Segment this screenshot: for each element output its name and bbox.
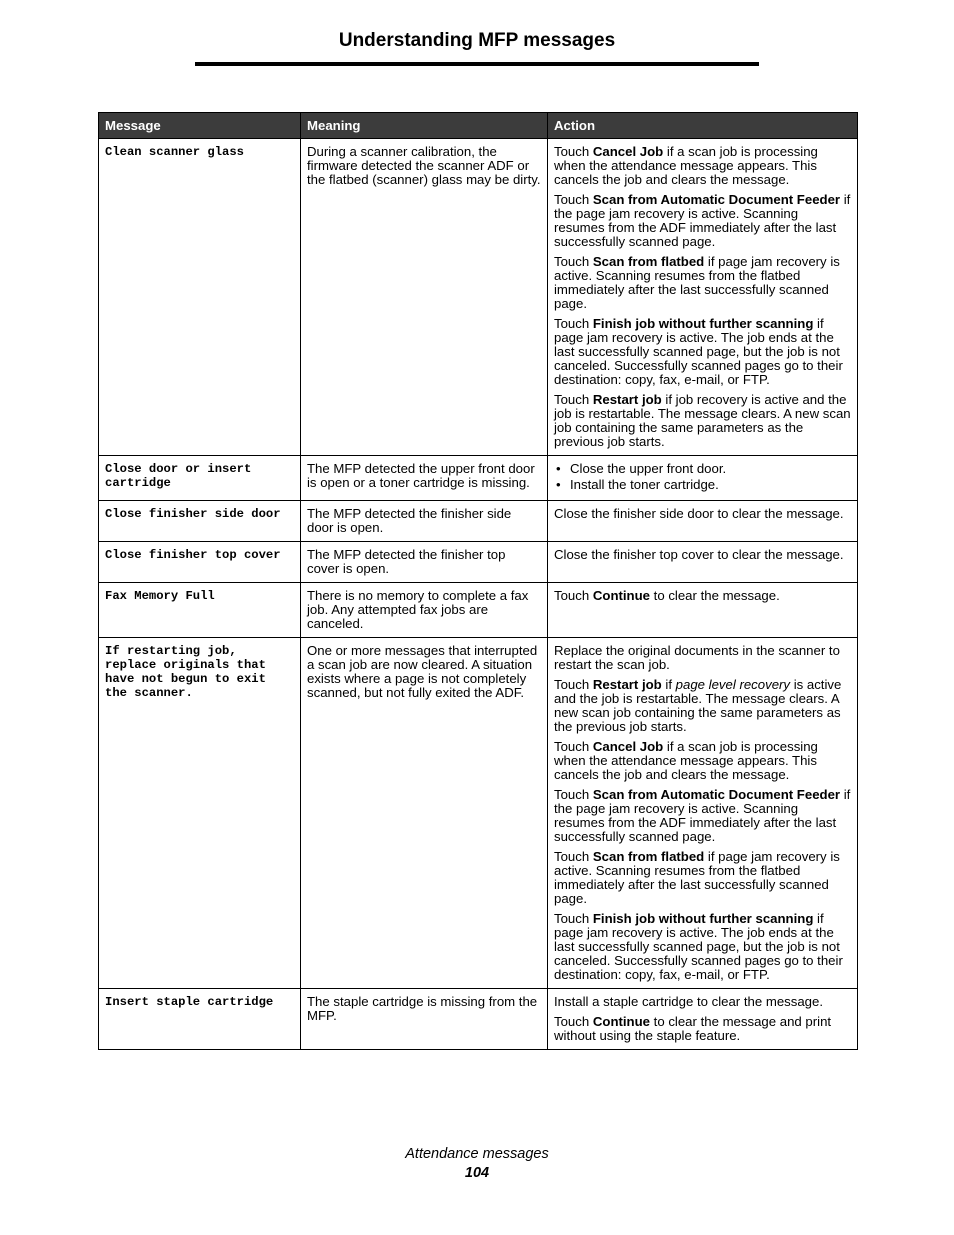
table-row — [99, 638, 858, 989]
meaning-cell: One or more messages that interrupted a scan job are now cleared. A situation exists where a page is not completely scanned, but not fully exited the ADF. — [301, 638, 548, 989]
table-row — [99, 989, 858, 1050]
action-text: to clear the message. — [650, 588, 780, 603]
footer-section-title: Attendance messages — [405, 1146, 549, 1162]
action-button-name: Cancel Job — [592, 144, 664, 159]
action-paragraph — [554, 912, 851, 982]
meaning-cell: The staple cartridge is missing from the MFP. — [301, 989, 548, 1050]
page-header-title: Understanding MFP messages — [338, 30, 616, 51]
message-cell: Close finisher top cover — [99, 542, 301, 583]
action-button-name: Continue — [592, 588, 650, 603]
action-text: Touch — [554, 316, 593, 331]
action-cell — [548, 989, 858, 1050]
action-cell — [548, 638, 858, 989]
meaning-cell: The MFP detected the upper front door is open or a toner cartridge is missing. — [301, 456, 548, 501]
action-text: Touch — [554, 911, 593, 926]
action-button-name: Finish job without further scanning — [592, 911, 814, 926]
action-button-name: Finish job without further scanning — [592, 316, 814, 331]
list-item: • Close the upper front door. — [554, 462, 851, 476]
action-text: Replace the original documents in the scanner to restart the scan job. — [554, 643, 840, 672]
action-text: Touch — [554, 192, 593, 207]
action-text: Close the finisher top cover to clear the message. — [554, 547, 844, 562]
message-cell: If restarting job, replace originals that have not begun to exit the scanner. — [99, 638, 301, 989]
table-row — [99, 456, 858, 501]
table-row — [99, 583, 858, 638]
action-text: if the page jam recovery is active. Scanning resumes from the ADF immediately after the last successfully scanned page. — [554, 787, 851, 844]
footer-page-number: 104 — [464, 1165, 490, 1181]
action-button-name: Continue — [592, 1014, 650, 1029]
action-button-name: Scan from Automatic Document Feeder — [592, 192, 841, 207]
meaning-cell: During a scanner calibration, the firmware detected the scanner ADF or the flatbed (scanner) glass may be dirty. — [301, 139, 548, 456]
action-paragraph — [554, 507, 851, 521]
action-text: if — [661, 677, 676, 692]
action-paragraph — [554, 678, 851, 734]
action-text: Touch — [554, 588, 593, 603]
table-row — [99, 542, 858, 583]
column-header-meaning: Meaning — [301, 113, 548, 139]
action-text: Touch — [554, 144, 593, 159]
action-text: is active and the job is restartable. The message clears. A new scan job containing the same parameters as the previous job starts. — [554, 677, 842, 734]
action-text: Touch — [554, 1014, 593, 1029]
table-row — [99, 501, 858, 542]
action-button-name: Scan from flatbed — [592, 849, 705, 864]
message-cell: Insert staple cartridge — [99, 989, 301, 1050]
action-cell — [548, 456, 858, 501]
action-paragraph — [554, 548, 851, 562]
action-paragraph — [554, 193, 851, 249]
table-body — [99, 139, 858, 1050]
action-paragraph — [554, 145, 851, 187]
action-button-name: Scan from Automatic Document Feeder — [592, 787, 841, 802]
action-text: if page jam recovery is active. The job ends at the last successfully scanned page, but the job is not canceled. Successfully scanned pages go to their destination: copy, fax, e-mail, or FTP. — [554, 316, 843, 387]
action-text: if a scan job is processing when the attendance message appears. This cancels the job and clears the message. — [554, 739, 818, 782]
list-item: • Install the toner cartridge. — [554, 478, 851, 492]
action-text: to clear the message and print without using the staple feature. — [554, 1014, 832, 1043]
action-text: Touch — [554, 677, 593, 692]
meaning-cell: There is no memory to complete a fax job. Any attempted fax jobs are canceled. — [301, 583, 548, 638]
action-text: if job recovery is active and the job is restartable. The message clears. A new scan job containing the same parameters as the previous job starts. — [554, 392, 851, 449]
action-paragraph — [554, 589, 851, 603]
action-paragraph — [554, 1015, 851, 1043]
action-emphasis: page level recovery — [675, 677, 791, 692]
action-text: if page jam recovery is active. Scanning resumes from the flatbed immediately after the last successfully scanned page. — [554, 849, 840, 906]
action-list — [554, 462, 851, 492]
action-text: Close the finisher side door to clear the message. — [554, 506, 844, 521]
header-rule — [195, 62, 759, 66]
action-paragraph — [554, 850, 851, 906]
action-text: Touch — [554, 254, 593, 269]
action-cell — [548, 583, 858, 638]
table-header-row — [99, 113, 858, 139]
action-button-name: Restart job — [592, 392, 662, 407]
action-button-name: Restart job — [592, 677, 662, 692]
action-paragraph — [554, 740, 851, 782]
action-paragraph — [554, 644, 851, 672]
action-cell — [548, 501, 858, 542]
action-text: if page jam recovery is active. Scanning resumes from the flatbed immediately after the last successfully scanned page. — [554, 254, 840, 311]
message-cell: Fax Memory Full — [99, 583, 301, 638]
attendance-messages-table — [98, 112, 858, 1050]
action-paragraph — [554, 788, 851, 844]
action-text: if page jam recovery is active. The job ends at the last successfully scanned page, but the job is not canceled. Successfully scanned pages go to their destination: copy, fax, e-mail, or FTP. — [554, 911, 843, 982]
action-button-name: Cancel Job — [592, 739, 664, 754]
meaning-cell: The MFP detected the finisher top cover is open. — [301, 542, 548, 583]
table-row — [99, 139, 858, 456]
message-cell: Close door or insert cartridge — [99, 456, 301, 501]
action-text: Touch — [554, 849, 593, 864]
action-text: Touch — [554, 739, 593, 754]
action-cell — [548, 139, 858, 456]
action-button-name: Scan from flatbed — [592, 254, 705, 269]
column-header-action: Action — [548, 113, 858, 139]
action-text: if a scan job is processing when the attendance message appears. This cancels the job and clears the message. — [554, 144, 818, 187]
action-paragraph — [554, 255, 851, 311]
meaning-cell: The MFP detected the finisher side door is open. — [301, 501, 548, 542]
action-paragraph — [554, 317, 851, 387]
action-paragraph — [554, 393, 851, 449]
column-header-message: Message — [99, 113, 301, 139]
action-text: Install a staple cartridge to clear the message. — [554, 994, 824, 1009]
action-paragraph — [554, 995, 851, 1009]
action-cell — [548, 542, 858, 583]
action-text: if the page jam recovery is active. Scanning resumes from the ADF immediately after the last successfully scanned page. — [554, 192, 851, 249]
message-cell: Close finisher side door — [99, 501, 301, 542]
message-cell: Clean scanner glass — [99, 139, 301, 456]
action-text: Touch — [554, 787, 593, 802]
action-text: Touch — [554, 392, 593, 407]
